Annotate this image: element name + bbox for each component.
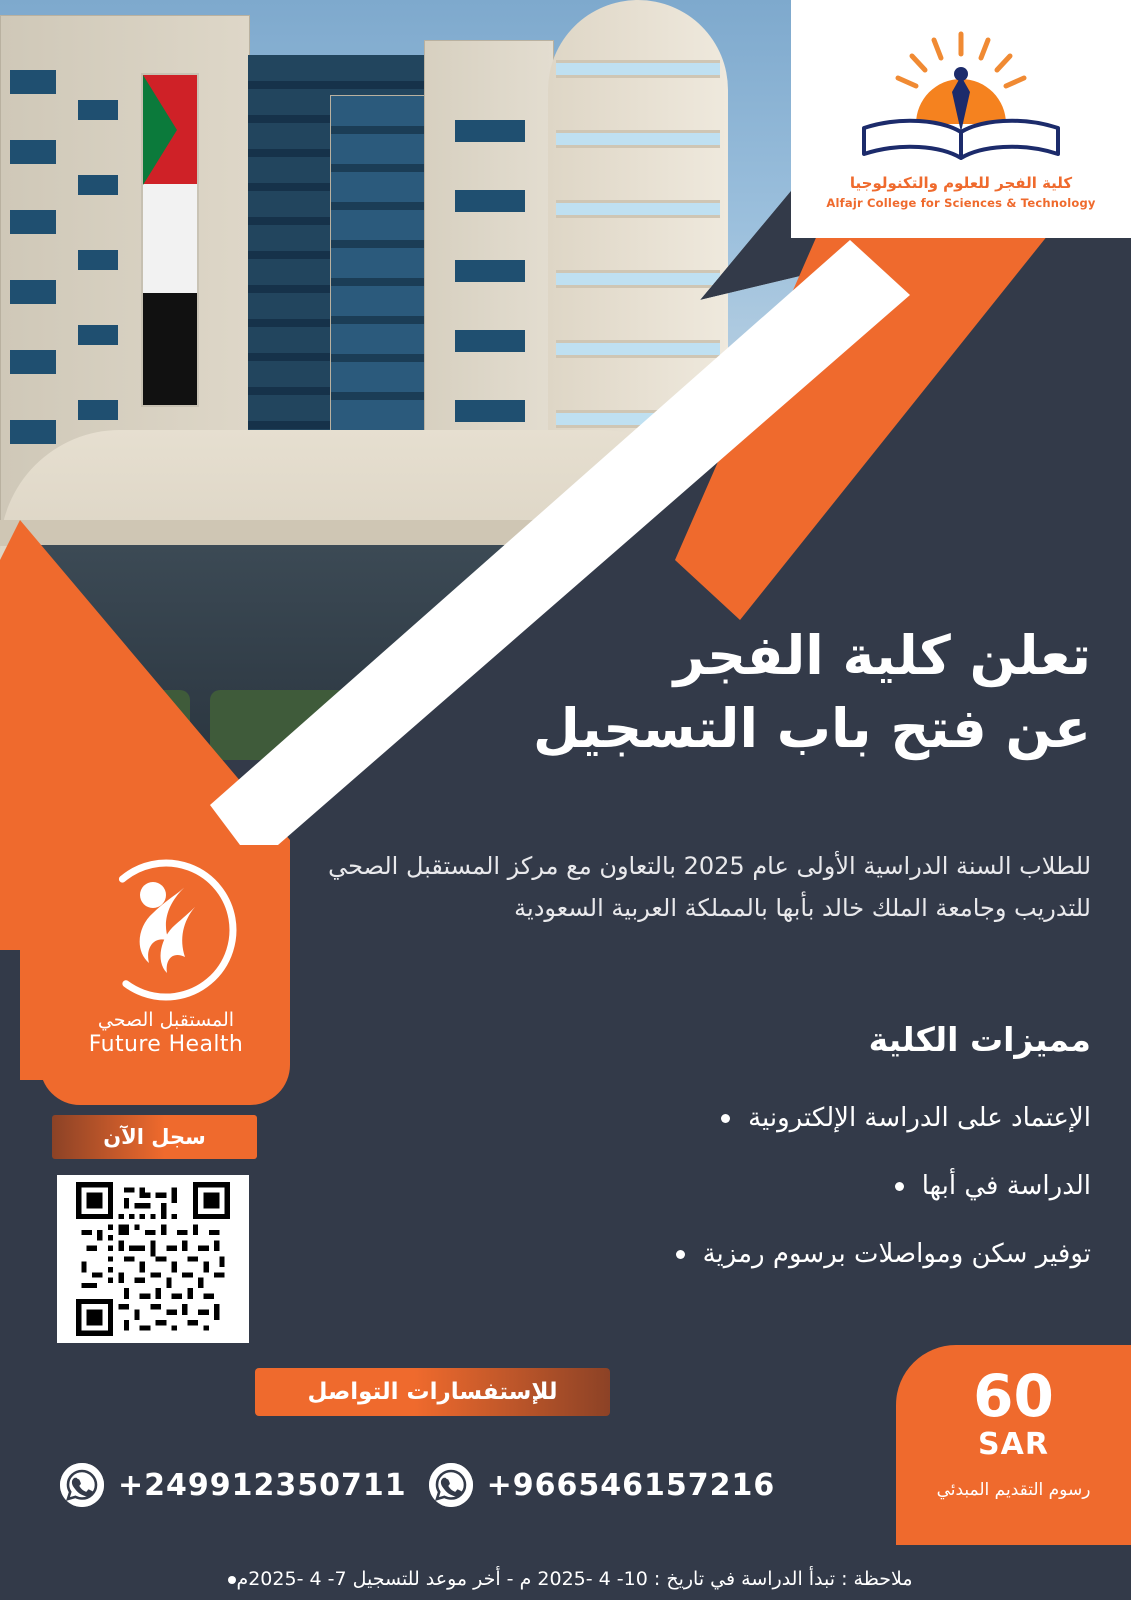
feature-label: الإعتماد على الدراسة الإلكترونية	[748, 1103, 1091, 1133]
college-logo	[791, 0, 1131, 238]
price-note: رسوم التقديم المبدئي	[936, 1480, 1091, 1500]
announcement-subtext: للطلاب السنة الدراسية الأولى عام 2025 بالتعاون مع مركز المستقبل الصحي للتدريب وجامعة الملك خالد بأبها بالمملكة العربية السعودية	[328, 852, 1091, 922]
headline-line-2: عن فتح باب التسجيل	[533, 696, 1091, 760]
partner-logo-arabic: المستقبل الصحي	[97, 1009, 235, 1031]
footnote-text: ملاحظة : تبدأ الدراسة في تاريخ : 10- 4 -2025 م - أخر موعد للتسجيل 7- 4 -2025م	[236, 1568, 913, 1590]
phone-entry[interactable]	[60, 1463, 407, 1507]
partner-logo	[52, 855, 280, 1057]
future-health-icon	[91, 855, 241, 1005]
list-item	[391, 1100, 1091, 1138]
college-logo-arabic-name: كلية الفجر للعلوم والتكنولوجيا	[849, 174, 1073, 192]
price-currency: SAR	[978, 1427, 1049, 1462]
headline-line-1: تعلن كلية الفجر	[673, 624, 1091, 687]
registration-qr-code[interactable]	[57, 1175, 249, 1343]
price-amount: 60	[973, 1362, 1054, 1430]
phone-number: +966546157216	[486, 1467, 776, 1503]
bullet-icon	[676, 1250, 685, 1259]
feature-label: الدراسة في أبها	[921, 1171, 1091, 1202]
sudan-flag	[143, 75, 197, 405]
features-title: مميزات الكلية	[868, 1020, 1091, 1059]
whatsapp-icon	[60, 1463, 104, 1507]
list-item	[391, 1236, 1091, 1274]
phone-number: +249912350711	[118, 1467, 407, 1503]
whatsapp-icon	[429, 1463, 473, 1507]
features-list	[391, 1100, 1091, 1304]
entrance-canopy	[0, 520, 540, 546]
list-item	[391, 1168, 1091, 1206]
register-now-tag[interactable]: سجل الآن	[52, 1115, 257, 1159]
contact-tag: للإستفسارات التواصل	[255, 1368, 610, 1416]
college-logo-english-name: Alfajr College for Sciences & Technology	[826, 196, 1096, 210]
footnote	[0, 1568, 1131, 1590]
bullet-icon	[895, 1182, 904, 1191]
price-badge	[896, 1345, 1131, 1545]
phone-entry[interactable]	[429, 1463, 776, 1507]
headline	[471, 620, 1091, 766]
feature-label: توفير سكن ومواصلات برسوم رمزية	[702, 1239, 1091, 1270]
bullet-icon	[721, 1114, 730, 1123]
phone-list	[60, 1455, 820, 1515]
college-logo-icon	[846, 28, 1076, 178]
partner-logo-english: Future Health	[88, 1032, 244, 1057]
